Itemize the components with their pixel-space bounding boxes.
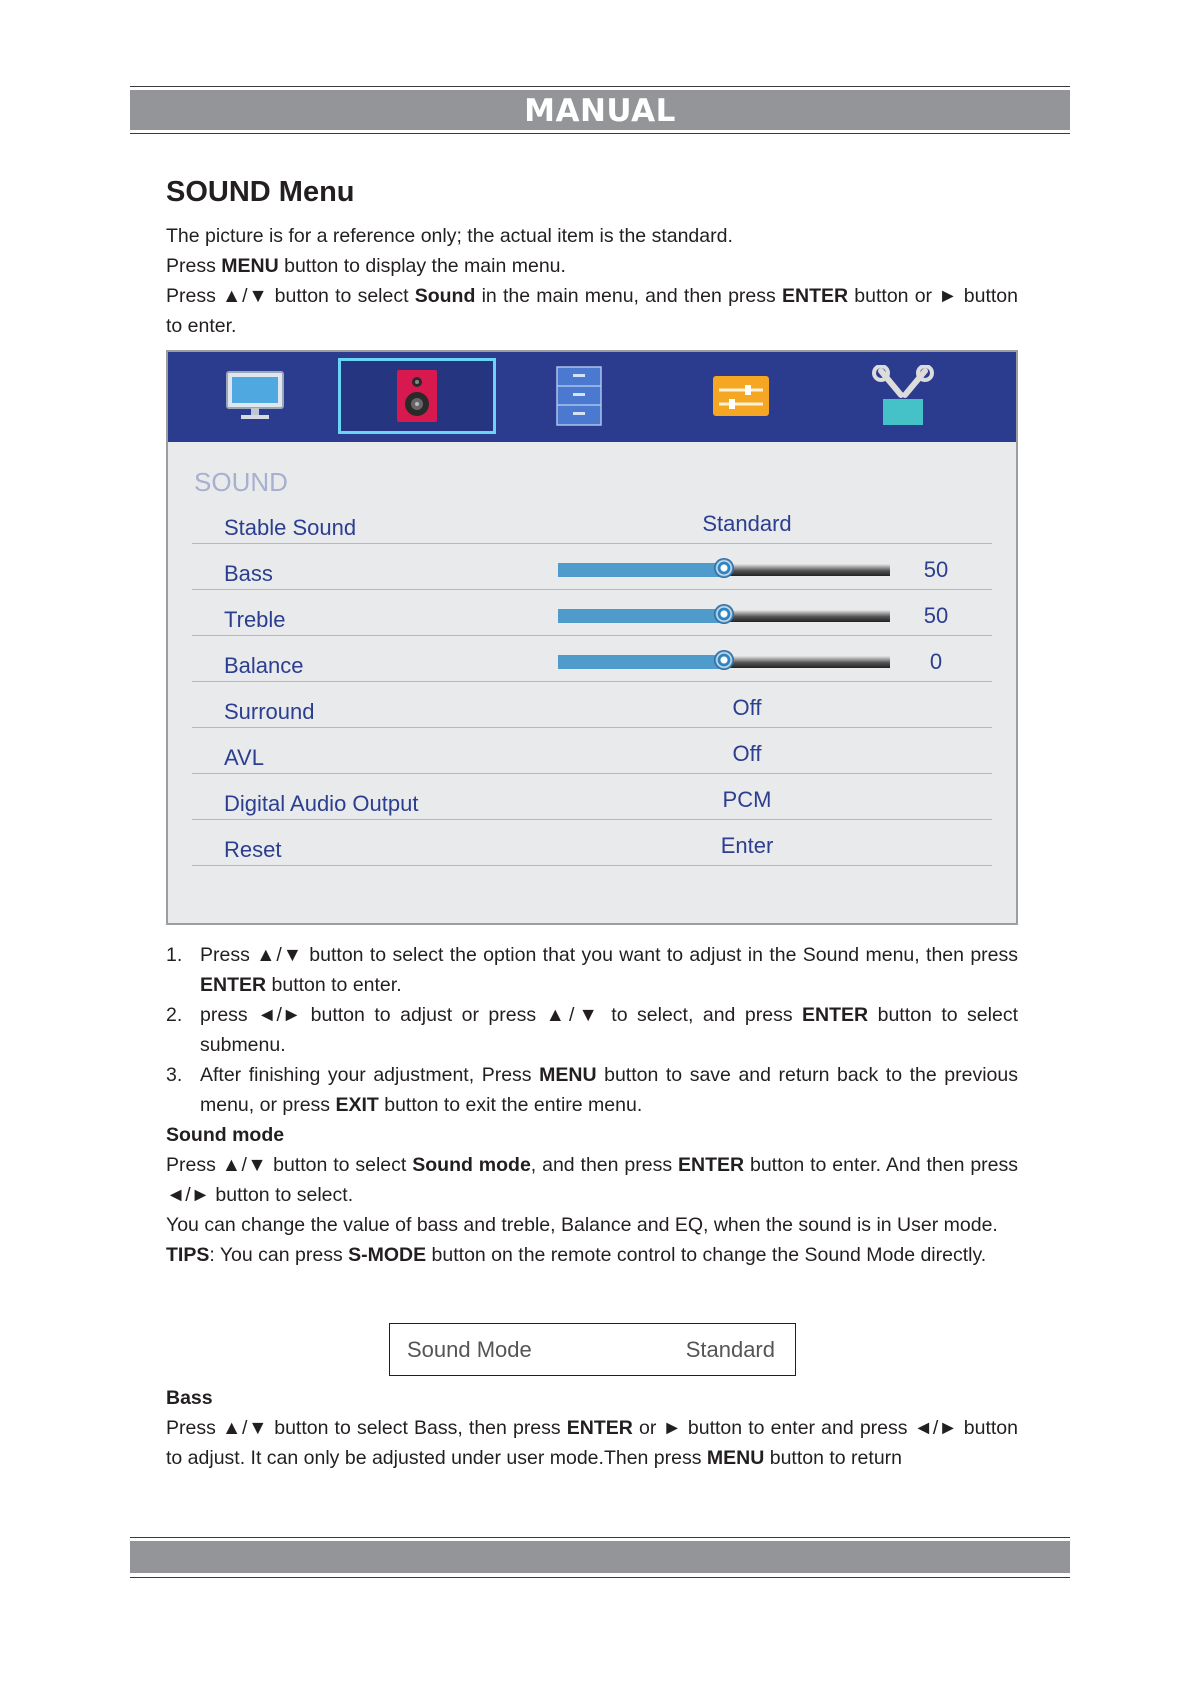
tools-icon (871, 365, 935, 427)
intro-line-2: Press MENU button to display the main menu. (166, 255, 566, 277)
tab-picture[interactable] (176, 358, 334, 434)
slider-knob[interactable] (714, 558, 734, 578)
footer-band (130, 1541, 1070, 1573)
menu-row-label: Surround (224, 699, 315, 724)
header-rule-bottom (130, 133, 1070, 134)
menu-row-surround[interactable] (192, 682, 992, 728)
instructions-section (166, 940, 1018, 1270)
tab-channel[interactable] (500, 358, 658, 434)
sound-mode-paragraph: Press ▲/▼ button to select Sound mode, and then press ENTER button to enter. And then press ◄/► button to select. (166, 1154, 1018, 1206)
sound-mode-osd-box (389, 1323, 796, 1376)
menu-row-treble[interactable] (192, 590, 992, 636)
sound-mode-heading: Sound mode (166, 1124, 285, 1146)
slider-knob[interactable] (714, 604, 734, 624)
page-title: SOUND Menu (166, 176, 355, 208)
menu-row-digital-audio-output[interactable] (192, 774, 992, 820)
sliders-icon (711, 374, 771, 418)
monitor-icon (223, 368, 287, 424)
menu-row-stable-sound[interactable] (192, 498, 992, 544)
user-mode-paragraph: You can change the value of bass and treble, Balance and EQ, when the sound is in User mode. (166, 1214, 998, 1236)
slider-fill (558, 609, 724, 623)
treble-slider[interactable] (558, 609, 890, 623)
cabinet-icon (555, 365, 603, 427)
menu-row-value: 50 (923, 557, 949, 582)
header-rule-top (130, 86, 1070, 87)
header-title: MANUAL (524, 93, 676, 129)
tab-tools[interactable] (824, 358, 982, 434)
menu-tab-bar (168, 352, 1016, 442)
menu-row-value: PCM (722, 787, 772, 812)
footer-rule-top (130, 1537, 1070, 1538)
step-item: 2. press ◄/► button to adjust or press ▲/▼ to select, and press ENTER button to select submenu. (166, 1004, 1018, 1056)
speaker-icon (395, 368, 439, 424)
sound-mode-label: Sound Mode (407, 1337, 532, 1362)
slider-fill (558, 655, 724, 669)
intro-line-3: Press ▲/▼ button to select Sound in the main menu, and then press ENTER button or ► button to enter. (166, 285, 1018, 337)
menu-row-avl[interactable] (192, 728, 992, 774)
steps-list (166, 940, 1018, 1120)
balance-slider[interactable] (558, 655, 890, 669)
intro-line-1: The picture is for a reference only; the actual item is the standard. (166, 225, 733, 247)
menu-row-value: Standard (702, 511, 792, 536)
tab-setup[interactable] (662, 358, 820, 434)
menu-row-label: Reset (224, 837, 282, 862)
menu-row-value: Off (732, 741, 762, 766)
menu-row-label: Digital Audio Output (224, 791, 419, 816)
menu-row-label: AVL (224, 745, 264, 770)
menu-row-label: Balance (224, 653, 304, 678)
footer-rule-bottom (130, 1577, 1070, 1578)
menu-row-value: Enter (720, 833, 774, 858)
menu-row-bass[interactable] (192, 544, 992, 590)
bass-slider[interactable] (558, 563, 890, 577)
menu-row-value: 0 (929, 649, 943, 674)
menu-row-reset[interactable] (192, 820, 992, 866)
menu-row-value: Off (732, 695, 762, 720)
sound-menu-screenshot (166, 350, 1018, 925)
header-band (130, 90, 1070, 130)
menu-row-label: Treble (224, 607, 286, 632)
intro-section (166, 176, 1018, 341)
slider-knob[interactable] (714, 650, 734, 670)
menu-row-label: Bass (224, 561, 273, 586)
step-item: 1. Press ▲/▼ button to select the option that you want to adjust in the Sound menu, then press ENTER button to enter. (166, 944, 1018, 996)
menu-row-value: 50 (923, 603, 949, 628)
bass-paragraph: Press ▲/▼ button to select Bass, then press ENTER or ► button to enter and press ◄/► button to adjust. It can only be adjusted under user mode.Then press MENU button to return (166, 1417, 1018, 1469)
bass-heading: Bass (166, 1387, 213, 1409)
slider-fill (558, 563, 724, 577)
menu-heading: SOUND (194, 467, 288, 497)
tips-paragraph: TIPS: You can press S-MODE button on the remote control to change the Sound Mode directly. (166, 1244, 987, 1266)
menu-row-balance[interactable] (192, 636, 992, 682)
step-item: 3. After finishing your adjustment, Press MENU button to save and return back to the previous menu, or press EXIT button to exit the entire menu. (166, 1064, 1019, 1116)
tab-sound[interactable] (338, 358, 496, 434)
sound-mode-value: Standard (685, 1337, 775, 1362)
bass-section (166, 1383, 1018, 1473)
menu-row-label: Stable Sound (224, 515, 357, 540)
